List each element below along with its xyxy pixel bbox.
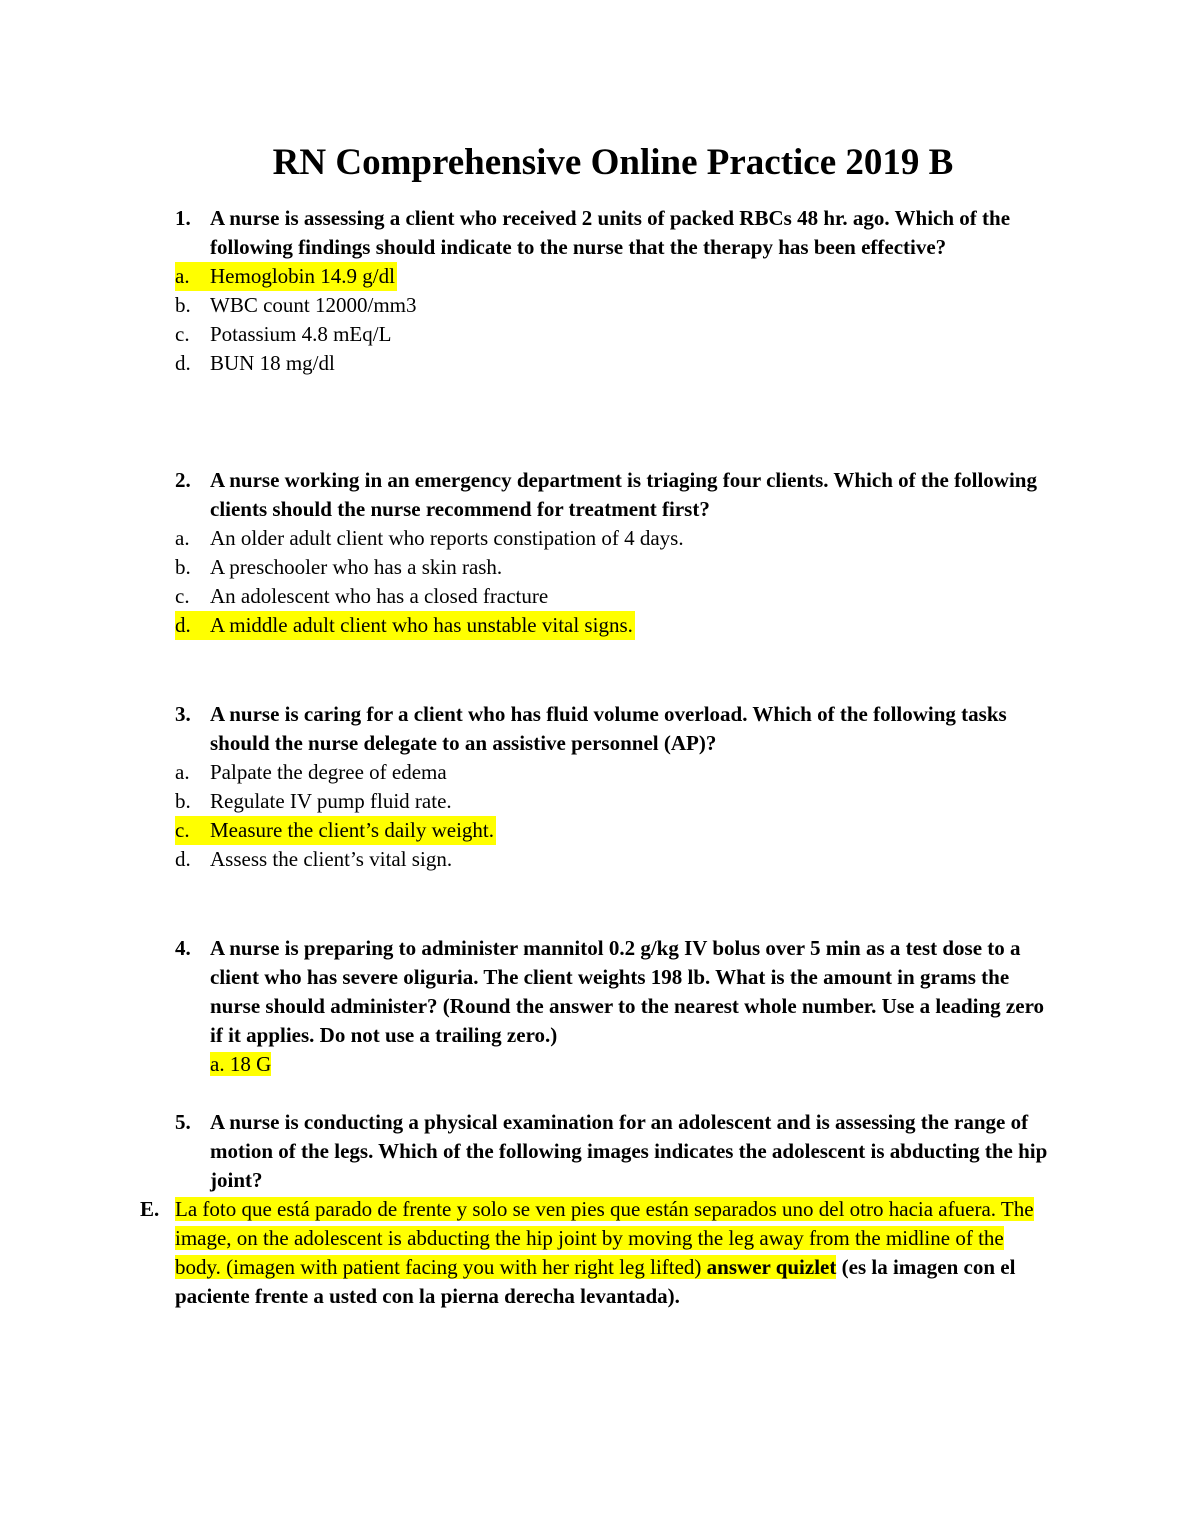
question-number: 4. xyxy=(175,936,191,960)
answer-source: answer quizlet xyxy=(706,1255,837,1279)
answer-option xyxy=(175,524,1055,553)
option-text: A preschooler who has a skin rash. xyxy=(210,555,503,579)
option-letter: a. xyxy=(175,760,190,784)
option-letter: c. xyxy=(175,584,190,608)
answer-option xyxy=(175,349,1055,378)
option-letter: a. xyxy=(175,526,190,550)
question-number: 2. xyxy=(175,468,191,492)
option-letter: c. xyxy=(175,322,190,346)
question-text: A nurse working in an emergency department is triaging four clients. Which of the following clients should the nurse recommend for treatment first? xyxy=(210,468,1037,521)
option-letter: d. xyxy=(175,847,191,871)
option-text: Measure the client’s daily weight. xyxy=(210,818,495,842)
question-stem xyxy=(175,1108,1055,1195)
question-2 xyxy=(175,466,1055,640)
answer-line xyxy=(175,1050,1055,1079)
option-letter: d. xyxy=(175,613,191,637)
answer-option xyxy=(175,291,1055,320)
question-number: 5. xyxy=(175,1110,191,1134)
question-5 xyxy=(175,1108,1055,1195)
answer-option-correct xyxy=(175,816,496,845)
question-5-answer xyxy=(140,1195,1050,1311)
question-4 xyxy=(175,934,1055,1079)
answer-option xyxy=(175,758,1055,787)
question-3 xyxy=(175,700,1055,874)
answer-option xyxy=(175,582,1055,611)
answer-text: a. 18 G xyxy=(210,1052,272,1076)
document-title: RN Comprehensive Online Practice 2019 B xyxy=(272,142,954,183)
option-letter: c. xyxy=(175,818,190,842)
option-letter: b. xyxy=(175,293,191,317)
option-text: Potassium 4.8 mEq/L xyxy=(210,322,392,346)
answer-option-correct xyxy=(175,611,635,640)
answer-letter: E. xyxy=(140,1197,160,1221)
question-stem xyxy=(175,700,1055,758)
answer-option xyxy=(175,787,1055,816)
option-letter: b. xyxy=(175,555,191,579)
answer-option xyxy=(175,553,1055,582)
question-text: A nurse is caring for a client who has fluid volume overload. Which of the following tasks should the nurse delegate to an assistive personnel (AP)? xyxy=(210,702,1007,755)
question-text: A nurse is assessing a client who received 2 units of packed RBCs 48 hr. ago. Which of the following findings should indicate to the nurse that the therapy has been effective? xyxy=(210,206,1011,259)
option-text: BUN 18 mg/dl xyxy=(210,351,335,375)
option-text: Regulate IV pump fluid rate. xyxy=(210,789,452,813)
answer-option xyxy=(175,320,1055,349)
option-text: Palpate the degree of edema xyxy=(210,760,447,784)
option-text: Assess the client’s vital sign. xyxy=(210,847,453,871)
answer-option-correct xyxy=(175,262,397,291)
question-stem xyxy=(175,466,1055,524)
option-text: Hemoglobin 14.9 g/dl xyxy=(210,264,395,288)
option-text: WBC count 12000/mm3 xyxy=(210,293,417,317)
option-letter: a. xyxy=(175,264,190,288)
question-text: A nurse is preparing to administer mannitol 0.2 g/kg IV bolus over 5 min as a test dose to a client who has severe oliguria. The client weights 198 lb. What is the amount in grams the nurse should administer? (Round the answer to the nearest whole number. Use a leading zero if it applies. Do not use a trailing zero.) xyxy=(210,936,1045,1047)
question-stem xyxy=(175,204,1055,262)
question-number: 1. xyxy=(175,206,191,230)
question-text: A nurse is conducting a physical examination for an adolescent and is assessing the range of motion of the legs. Which of the following images indicates the adolescent is abducting the hip joint? xyxy=(210,1110,1048,1192)
question-number: 3. xyxy=(175,702,191,726)
option-text: An older adult client who reports constipation of 4 days. xyxy=(210,526,684,550)
option-text: A middle adult client who has unstable vital signs. xyxy=(210,613,633,637)
option-letter: b. xyxy=(175,789,191,813)
question-1 xyxy=(175,204,1055,378)
question-stem xyxy=(175,934,1055,1050)
answer-translation: (es la imagen con el paciente frente a usted con la pierna derecha levantada). xyxy=(175,1255,1016,1308)
option-letter: d. xyxy=(175,351,191,375)
answer-paragraph xyxy=(175,1195,1050,1311)
option-text: An adolescent who has a closed fracture xyxy=(210,584,549,608)
answer-option xyxy=(175,845,1055,874)
answer-text: La foto que está parado de frente y solo se ven pies que están separados uno del otro hacia afuera. The image, on the adolescent is abducting the hip joint by moving the leg away from the midline of the body. (imagen with patient facing you with her right leg lifted) xyxy=(175,1197,1034,1279)
